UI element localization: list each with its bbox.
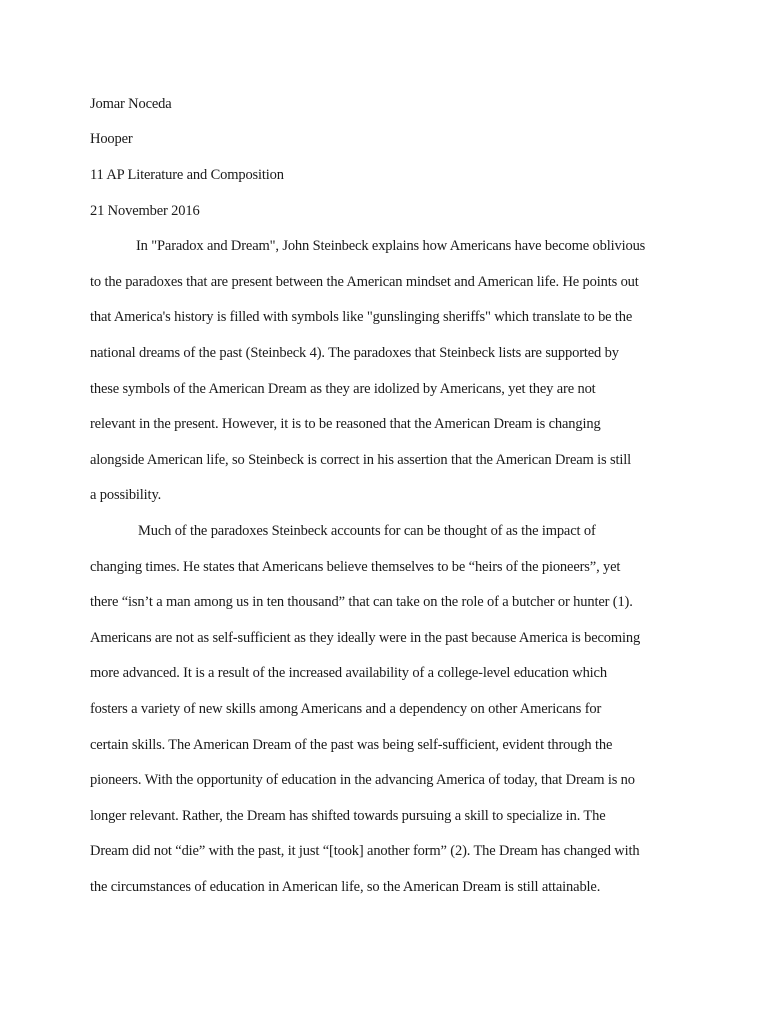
teacher-name: Hooper [90,131,133,147]
paragraph-line: Dream did not “die” with the past, it just “[took] another form” (2). The Dream has changed with [90,843,640,859]
paragraph-line: Much of the paradoxes Steinbeck accounts for can be thought of as the impact of [138,523,596,539]
paragraph-line: the circumstances of education in American life, so the American Dream is still attainable. [90,879,601,895]
paragraph-line: changing times. He states that Americans believe themselves to be “heirs of the pioneers”, yet [90,559,621,575]
paragraph-line: national dreams of the past (Steinbeck 4). The paradoxes that Steinbeck lists are supported by [90,345,619,361]
paragraph-line: fosters a variety of new skills among Americans and a dependency on other Americans for [90,701,602,717]
paragraph-line: these symbols of the American Dream as they are idolized by Americans, yet they are not [90,381,596,397]
paragraph-line: In "Paradox and Dream", John Steinbeck explains how Americans have become oblivious [136,238,646,254]
paragraph-line: alongside American life, so Steinbeck is correct in his assertion that the American Dream is still [90,452,631,468]
essay-date: 21 November 2016 [90,203,200,219]
author-name: Jomar Noceda [90,96,172,112]
paragraph-line: that America's history is filled with symbols like "gunslinging sheriffs" which translate to be the [90,309,633,325]
paragraph-line: there “isn’t a man among us in ten thousand” that can take on the role of a butcher or hunter (1). [90,594,633,610]
paragraph-line: to the paradoxes that are present between the American mindset and American life. He points out [90,274,639,290]
paragraph-line: certain skills. The American Dream of the past was being self-sufficient, evident through the [90,737,613,753]
paragraph-line: more advanced. It is a result of the increased availability of a college-level education which [90,665,607,681]
paragraph-line: pioneers. With the opportunity of education in the advancing America of today, that Dream is no [90,772,635,788]
paragraph-line: longer relevant. Rather, the Dream has shifted towards pursuing a skill to specialize in. The [90,808,606,824]
paragraph-line: Americans are not as self-sufficient as they ideally were in the past because America is becoming [90,630,641,646]
paragraph-line: relevant in the present. However, it is to be reasoned that the American Dream is changing [90,416,601,432]
paragraph-line: a possibility. [90,487,162,503]
course-name: 11 AP Literature and Composition [90,167,284,183]
